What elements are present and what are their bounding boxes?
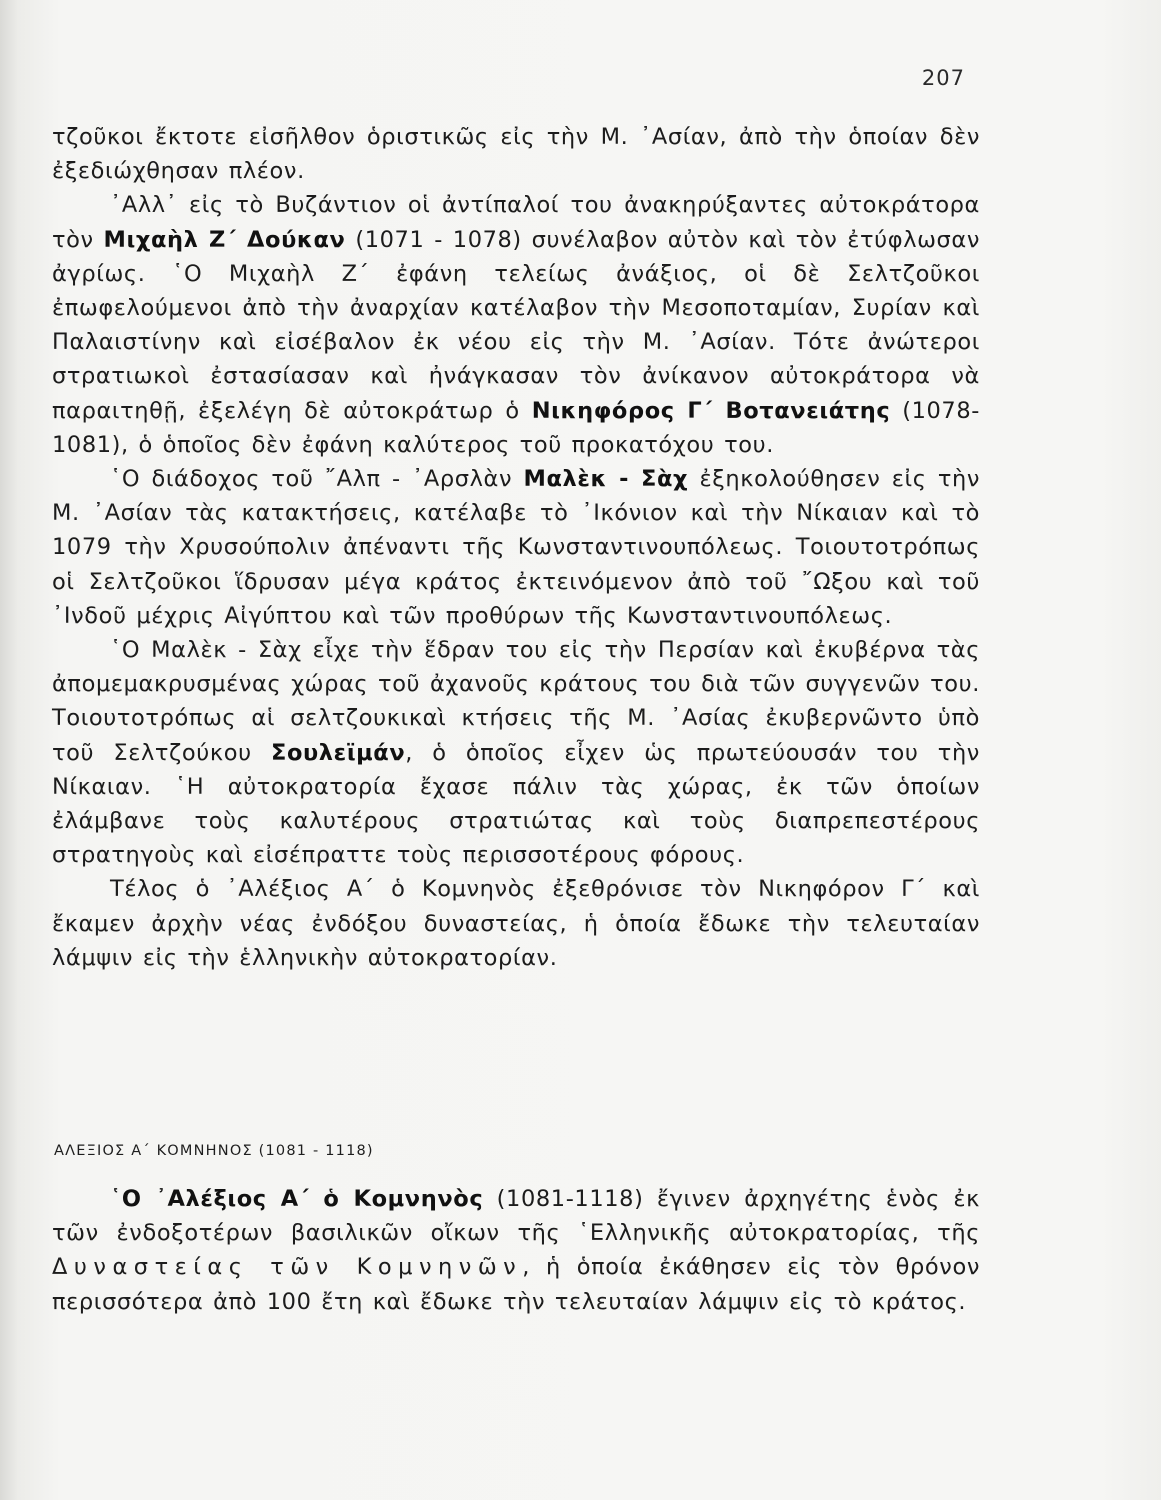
paragraph-4-text-a: ῾Ο Μαλὲκ - Σὰχ εἶχε τὴν ἕδραν του εἰς τὴν Περσίαν καὶ ἐκυβέρνα τὰς ἀπομεμακρυσμένας χώρας τοῦ ἀχανοῦς κράτους του διὰ τῶν συγγενῶν του. Τοιουτοτρόπως αἱ σελτζουκικαὶ κτήσεις τῆς Μ. ᾿Ασίας ἐκυβερνῶντο ὑπὸ τοῦ Σελτζούκου [52,637,980,766]
emphasis-nikephoros-botaneiates: Νικηφόρος Γ΄ Βοτανειάτης [531,397,891,424]
section-paragraph [52,1182,980,1319]
emphasis-malik-shah: Μαλὲκ - Σὰχ [523,466,689,493]
paragraph-2-text-b: (1071 - 1078) συνέλαβον αὐτὸν καὶ τὸν ἐτύφλωσαν ἀγρίως. ῾Ο Μιχαὴλ Ζ΄ ἐφάνη τελείως ἀνάξιος, οἱ δὲ Σελτζοῦκοι ἐπωφελούμενοι ἀπὸ τὴν ἀναρχίαν κατέλαβον τὴν Μεσοποταμίαν, Συρίαν καὶ Παλαιστίνην καὶ εἰσέβαλον ἐκ νέου εἰς τὴν Μ. ᾿Ασίαν. Τότε ἀνώτεροι στρατιωκοὶ ἐστασίασαν καὶ ἠνάγκασαν τὸν ἀνίκανον αὐτοκράτορα νὰ παραιτηθῇ, ἐξελέγη δὲ αὐτοκράτωρ ὁ [52,226,981,424]
paragraph-5-text: Τέλος ὁ ᾿Αλέξιος Α΄ ὁ Κομνηνὸς ἐξεθρόνισε τὸν Νικηφόρον Γ΄ καὶ ἔκαμεν ἀρχὴν νέας ἐνδόξου δυναστείας, ἡ ὁποία ἔδωκε τὴν τελευταίαν λάμψιν εἰς τὴν ἑλληνικὴν αὐτοκρατορίαν. [52,876,980,971]
paragraph-5 [52,872,980,975]
paragraph-1 [52,120,980,188]
paragraph-3-text-a: ῾Ο διάδοχος τοῦ ῎Αλπ - ᾿Αρσλὰν [110,466,524,493]
paragraph-3 [52,462,980,633]
spaced-dynasty-name: Δυναστείας τῶν Κομνηνῶν [52,1254,523,1281]
page-number: 207 [921,66,965,90]
section-body [52,1182,980,1319]
paragraph-2 [52,188,980,462]
paragraph-1-text: τζοῦκοι ἔκτοτε εἰσῆλθον ὁριστικῶς εἰς τὴν Μ. ᾿Ασίαν, ἀπὸ τὴν ὁποίαν δὲν ἐξεδιώχθησαν πλέον. [52,124,980,185]
paragraph-4-text-b: , ὁ ὁποῖος εἶχεν ὡς πρωτεύουσάν του τὴν Νίκαιαν. ῾Η αὐτοκρατορία ἔχασε πάλιν τὰς χώρας, ἐκ τῶν ὁποίων ἐλάμβανε τοὺς καλυτέρους στρατιώτας καὶ τοὺς διαπρεπεστέρους στρατηγοὺς καὶ εἰσέπραττε τοὺς περισσοτέρους φόρους. [52,739,980,869]
emphasis-michael-doukas: Μιχαὴλ Ζ΄ Δούκαν [103,226,346,253]
section-paragraph-text-b: , ἡ ὁποία ἐκάθησεν εἰς τὸν θρόνον περισσότερα ἀπὸ 100 ἔτη καὶ ἔδωκε τὴν τελευταίαν λάμψιν εἰς τὸ κράτος. [52,1254,980,1315]
paragraph-3-text-b: ἐξηκολούθησεν εἰς τὴν Μ. ᾿Ασίαν τὰς κατακτήσεις, κατέλαβε τὸ ᾿Ικόνιον καὶ τὴν Νίκαιαν καὶ τὸ 1079 τὴν Χρυσούπολιν ἀπέναντι τῆς Κωνσταντινουπόλεως. Τοιουτοτρόπως οἱ Σελτζοῦκοι ἵδρυσαν μέγα κράτος ἐκτεινόμενον ἀπὸ τοῦ ῎Ωξου καὶ τοῦ ᾿Ινδοῦ μέχρις Αἰγύπτου καὶ τῶν προθύρων τῆς Κωνσταντινουπόλεως. [52,466,980,629]
paragraph-2-text-c: (1078-1081), ὁ ὁποῖος δὲν ἐφάνη καλύτερος τοῦ προκατόχου του. [52,397,980,458]
section-paragraph-text-a: (1081-1118) ἔγινεν ἀρχηγέτης ἑνὸς ἐκ τῶν ἐνδοξοτέρων βασιλικῶν οἴκων τῆς ῾Ελληνικῆς αὐτοκρατορίας, τῆς [52,1186,980,1247]
section-heading: ΑΛΕΞΙΟΣ Α΄ ΚΟΜΝΗΝΟΣ (1081 - 1118) [54,1143,374,1159]
body-text [52,120,980,975]
paragraph-4 [52,633,980,872]
emphasis-alexios-komnenos: ῾Ο ᾿Αλέξιος Α΄ ὁ Κομνηνὸς [110,1186,484,1212]
emphasis-suleiman: Σουλεϊμάν [270,739,406,766]
paragraph-2-text-a: ᾿Αλλ᾿ εἰς τὸ Βυζάντιον οἱ ἀντίπαλοί του ἀνακηρύξαντες αὐτοκράτορα τὸν [52,192,980,253]
